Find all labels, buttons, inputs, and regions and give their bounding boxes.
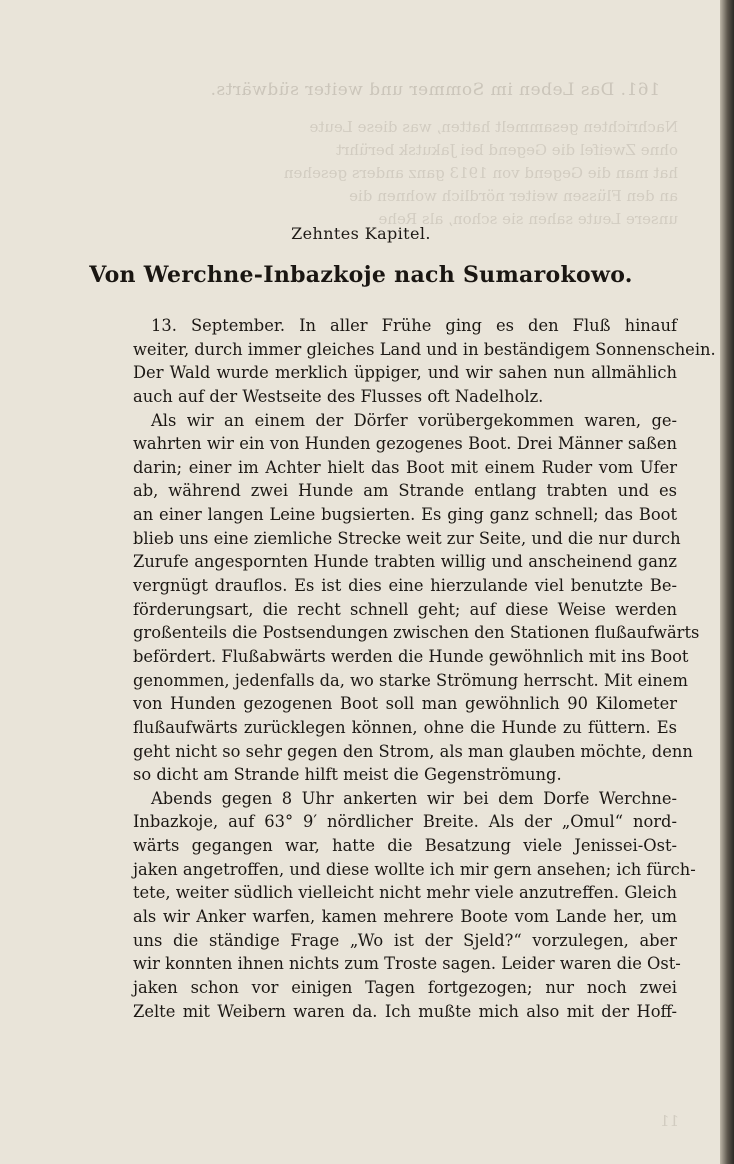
- text-line: tete, weiter südlich vielleicht nicht mehr viele anzutreffen. Gleich: [133, 883, 677, 903]
- bleed-through-line: ohne Zweifel die Gegend bei Jakutsk berührt: [336, 141, 678, 159]
- bleed-through-line: Nachrichten gesammelt hatten, was diese Leute: [309, 118, 678, 136]
- text-line: jaken schon vor einigen Tagen fortgezogen; nur noch zwei: [133, 977, 677, 997]
- text-line: auch auf der Westseite des Flusses oft Nadelholz.: [133, 386, 544, 406]
- text-line: Als wir an einem der Dörfer vorübergekommen waren, ge-: [151, 410, 677, 430]
- text-line: vergnügt drauflos. Es ist dies eine hierzulande viel benutzte Be-: [133, 576, 677, 596]
- text-line: geht nicht so sehr gegen den Strom, als man glauben möchte, denn: [133, 741, 693, 761]
- text-line: förderungsart, die recht schnell geht; auf diese Weise werden: [133, 599, 677, 619]
- text-line: genommen, jedenfalls da, wo starke Strömung herrscht. Mit einem: [133, 670, 688, 690]
- bleed-through-line: hat man die Gegend von 1913 ganz anders gesehen: [283, 164, 678, 182]
- chapter-title: Von Werchne-Inbazkoje nach Sumarokowo.: [89, 262, 633, 288]
- text-line: wir konnten ihnen nichts zum Troste sagen. Leider waren die Ost-: [133, 954, 681, 974]
- bleed-through-line: unsere Leute sahen sie schon, als Rehe: [378, 210, 678, 228]
- bleed-through-header: 161. Das Leben im Sommer und weiter südwärts.: [210, 80, 660, 100]
- book-spine-shadow: [720, 0, 734, 1164]
- chapter-heading: Zehntes Kapitel.: [291, 224, 431, 243]
- text-line: als wir Anker warfen, kamen mehrere Boote vom Lande her, um: [133, 907, 677, 927]
- text-line: großenteils die Postsendungen zwischen den Stationen flußaufwärts: [133, 623, 700, 643]
- bleed-through-line: an den Flüssen weiter nördlich wohnen die: [349, 187, 678, 205]
- text-line: 13. September. In aller Frühe ging es den Fluß hinauf: [151, 316, 677, 335]
- text-line: wärts gegangen war, hatte die Besatzung viele Jenissei-Ost-: [133, 836, 677, 856]
- text-line: weiter, durch immer gleiches Land und in beständigem Sonnenschein.: [133, 339, 716, 359]
- text-line: flußaufwärts zurücklegen können, ohne die Hunde zu füttern. Es: [133, 717, 677, 737]
- text-line: Abends gegen 8 Uhr ankerten wir bei dem Dorfe Werchne-: [151, 788, 677, 808]
- text-line: wahrten wir ein von Hunden gezogenes Boot. Drei Männer saßen: [133, 434, 677, 454]
- text-line: so dicht am Strande hilft meist die Gegenströmung.: [133, 765, 562, 785]
- text-line: ab, während zwei Hunde am Strande entlang trabten und es: [133, 481, 677, 501]
- body-text: [133, 314, 716, 1023]
- text-line: an einer langen Leine bugsierten. Es ging ganz schnell; das Boot: [133, 505, 677, 525]
- text-line: jaken angetroffen, und diese wollte ich mir gern ansehen; ich fürch-: [133, 859, 696, 879]
- text-line: Zurufe angespornten Hunde trabten willig und anscheinend ganz: [133, 552, 677, 572]
- text-line: Zelte mit Weibern waren da. Ich mußte mich also mit der Hoff-: [133, 1001, 677, 1021]
- text-line: von Hunden gezogenen Boot soll man gewöhnlich 90 Kilometer: [133, 694, 677, 714]
- text-line: befördert. Flußabwärts werden die Hunde gewöhnlich mit ins Boot: [133, 646, 689, 666]
- text-line: Inbazkoje, auf 63° 9′ nördlicher Breite. Als der „Omul“ nord-: [133, 812, 677, 832]
- text-line: uns die ständige Frage „Wo ist der Sjeld?“ vorzulegen, aber: [133, 930, 677, 950]
- text-line: Der Wald wurde merklich üppiger, und wir sahen nun allmählich: [133, 363, 677, 383]
- text-line: blieb uns eine ziemliche Strecke weit zur Seite, und die nur durch: [133, 528, 681, 548]
- bleed-through-footer: 11: [660, 1112, 680, 1130]
- text-line: darin; einer im Achter hielt das Boot mit einem Ruder vom Ufer: [133, 457, 677, 477]
